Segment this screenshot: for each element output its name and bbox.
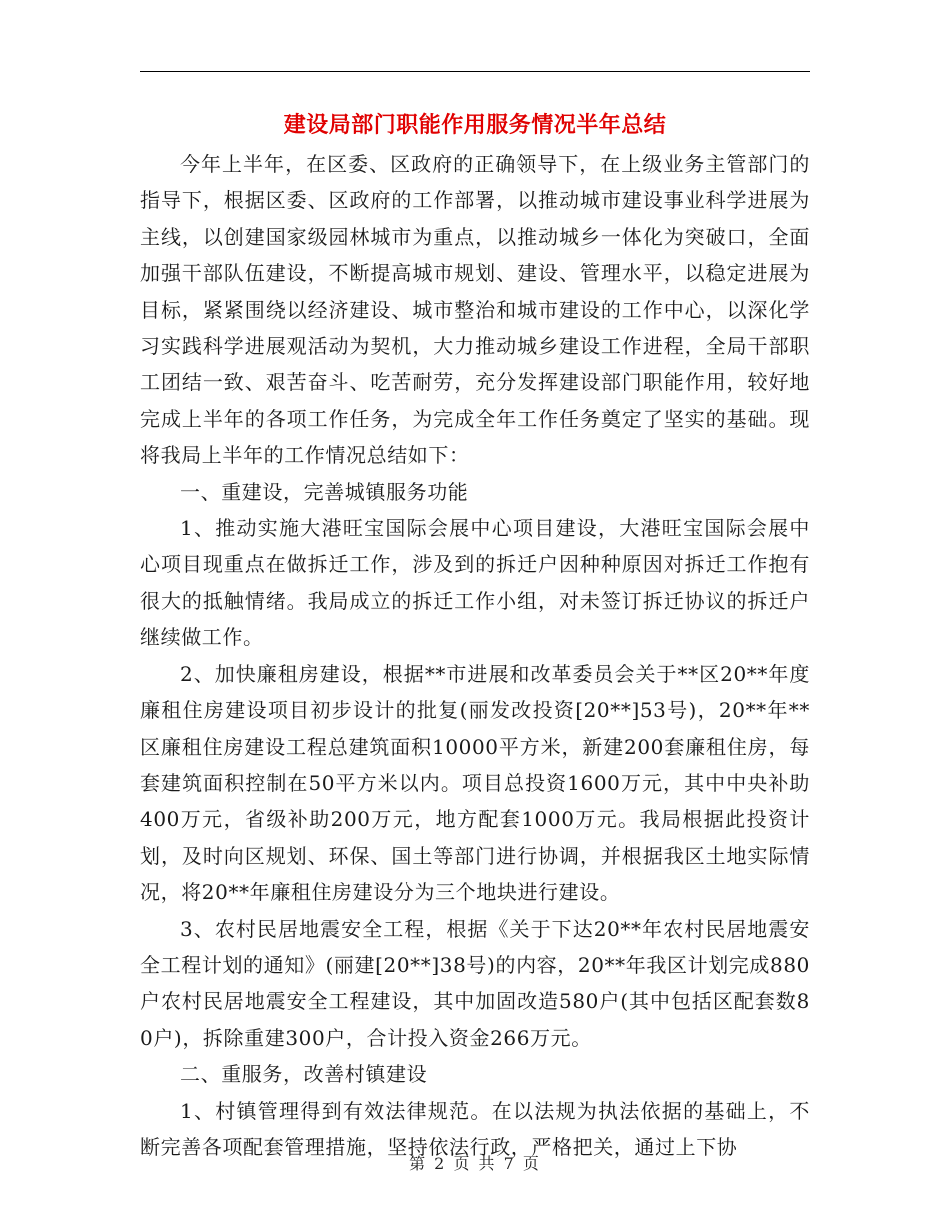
- paragraph-2-1: 1、村镇管理得到有效法律规范。在以法规为执法依据的基础上，不断完善各项配套管理措施，坚持依法行政，严格把关，通过上下协: [140, 1098, 810, 1159]
- header-rule: [140, 71, 810, 72]
- document-body: [140, 146, 810, 1165]
- page-footer: 第 2 页 共 7 页: [409, 1154, 541, 1173]
- paragraph-1-3: 3、农村民居地震安全工程，根据《关于下达20**年农村民居地震安全工程计划的通知》(丽建[20**]38号)的内容，20**年我区计划完成880户农村民居地震安全工程建设，其中加固改造580户(其中包括区配套数80户)，拆除重建300户，合计投入资金266万元。: [140, 916, 810, 1050]
- document-title: 建设局部门职能作用服务情况半年总结: [283, 113, 667, 138]
- paragraph-intro: 今年上半年，在区委、区政府的正确领导下，在上级业务主管部门的指导下，根据区委、区政府的工作部署，以推动城市建设事业科学进展为主线，以创建国家级园林城市为重点，以推动城乡一体化为突破口，全面加强干部队伍建设，不断提高城市规划、建设、管理水平，以稳定进展为目标，紧紧围绕以经济建设、城市整治和城市建设的工作中心，以深化学习实践科学进展观活动为契机，大力推动城乡建设工作进程，全局干部职工团结一致、艰苦奋斗、吃苦耐劳，充分发挥建设部门职能作用，较好地完成上半年的各项工作任务，为完成全年工作任务奠定了坚实的基础。现将我局上半年的工作情况总结如下：: [140, 152, 810, 468]
- section-heading-2: 二、重服务，改善村镇建设: [180, 1062, 428, 1087]
- section-heading-1: 一、重建设，完善城镇服务功能: [180, 479, 469, 504]
- paragraph-1-2: 2、加快廉租房建设，根据**市进展和改革委员会关于**区20**年度廉租住房建设项目初步设计的批复(丽发改投资[20**]53号)，20**年**区廉租住房建设工程总建筑面积10000平方米，新建200套廉租住房，每套建筑面积控制在50平方米以内。项目总投资1600万元，其中中央补助400万元，省级补助200万元，地方配套1000万元。我局根据此投资计划，及时向区规划、环保、国土等部门进行协调，并根据我区土地实际情况，将20**年廉租住房建设分为三个地块进行建设。: [140, 661, 810, 905]
- paragraph-1-1: 1、推动实施大港旺宝国际会展中心项目建设，大港旺宝国际会展中心项目现重点在做拆迁工作，涉及到的拆迁户因种种原因对拆迁工作抱有很大的抵触情绪。我局成立的拆迁工作小组，对未签订拆迁协议的拆迁户继续做工作。: [140, 516, 810, 650]
